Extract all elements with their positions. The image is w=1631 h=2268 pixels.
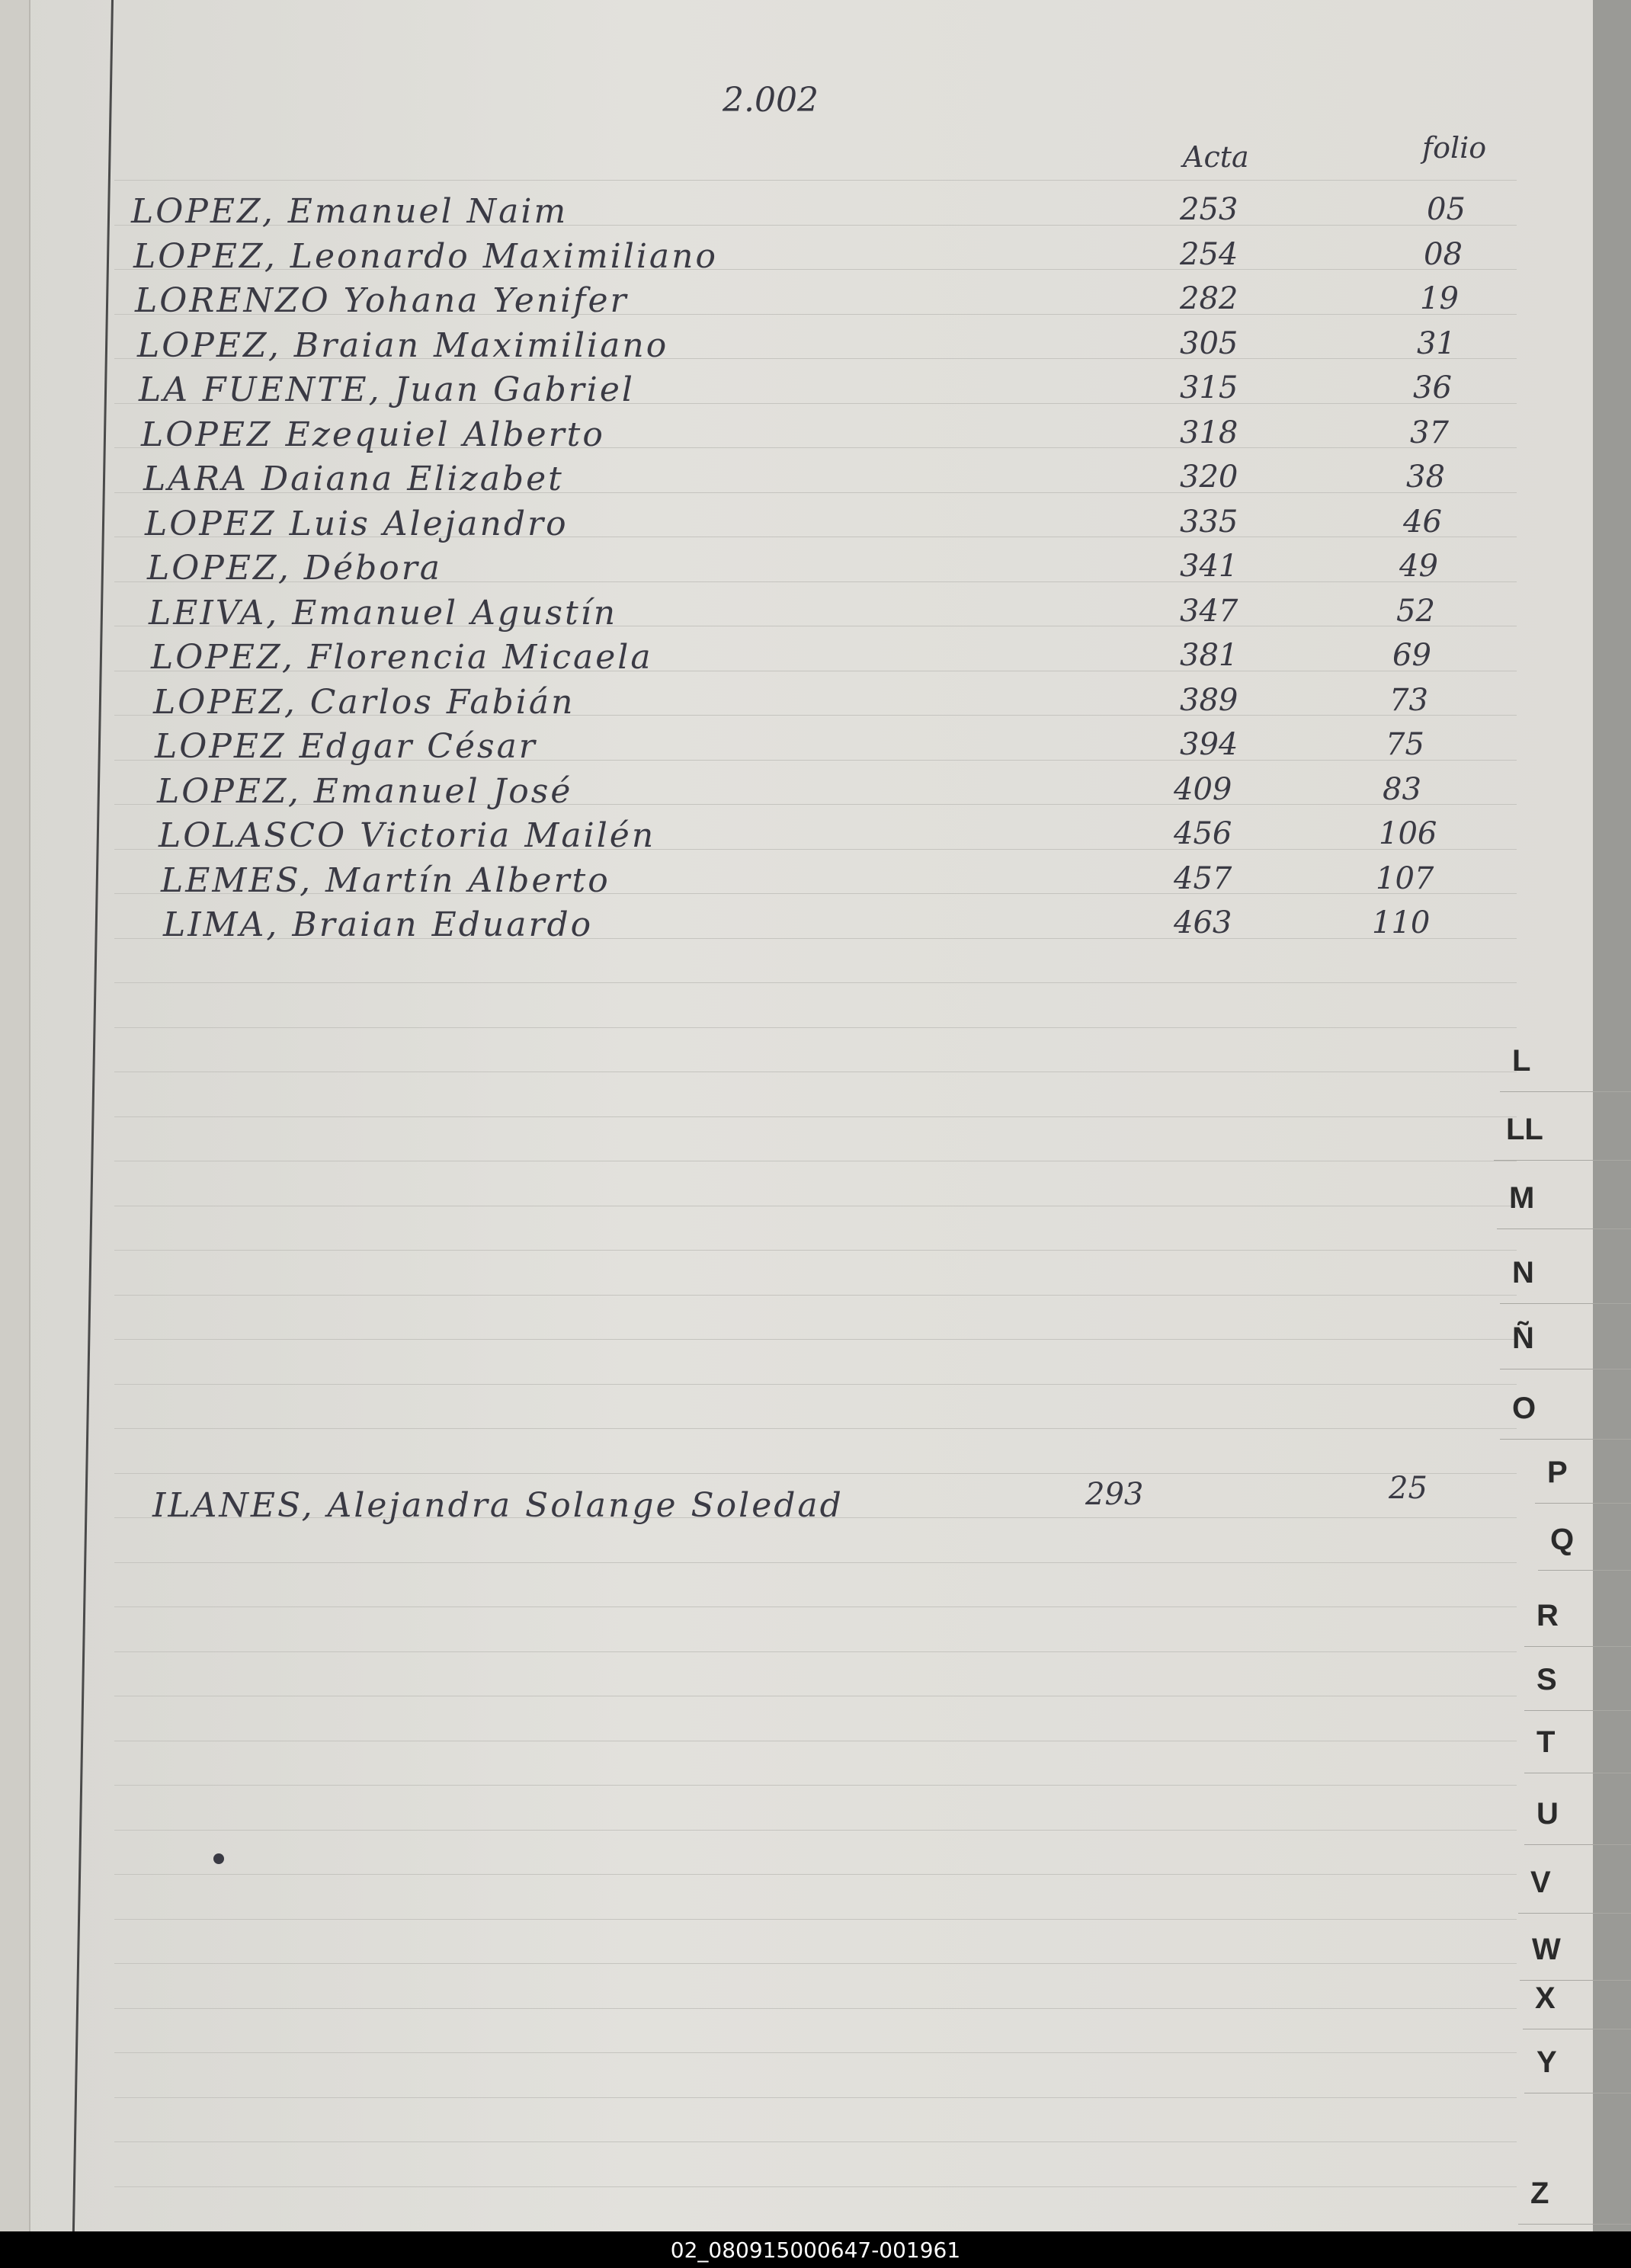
entry-acta: 335 <box>1180 505 1238 540</box>
ruled-line <box>114 1473 1517 1474</box>
ruled-line <box>114 1651 1517 1652</box>
index-tab-10[interactable]: S <box>1536 1663 1557 1696</box>
entry-acta: 254 <box>1180 237 1238 272</box>
entry-folio: 46 <box>1403 505 1442 540</box>
entry-folio: 49 <box>1399 549 1438 584</box>
entry-acta: 394 <box>1180 727 1238 762</box>
entry-name: LORENZO Yohana Yenifer <box>135 281 629 320</box>
entry-folio: 36 <box>1413 370 1452 405</box>
index-tab-2[interactable]: LL <box>1506 1113 1543 1146</box>
entry-folio: 107 <box>1376 861 1434 896</box>
index-tab-edge <box>1538 1570 1631 1571</box>
extra-entry-acta: 293 <box>1085 1477 1144 1512</box>
entry-acta: 253 <box>1180 192 1238 227</box>
index-tab-3[interactable]: M <box>1509 1181 1535 1215</box>
entry-name: LOPEZ, Emanuel José <box>157 772 573 811</box>
index-tab-edge <box>1518 2224 1631 2225</box>
index-tab-edge <box>1518 1913 1631 1914</box>
index-tab-15[interactable]: X <box>1535 1981 1556 2015</box>
entry-name: LOLASCO Victoria Mailén <box>159 816 656 855</box>
ruled-line <box>114 1027 1517 1028</box>
acta-column-header: Acta <box>1183 140 1249 174</box>
index-tab-edge <box>1524 1844 1631 1845</box>
entry-folio: 31 <box>1417 326 1456 361</box>
entry-folio: 08 <box>1424 237 1463 272</box>
page-binding-edge <box>0 0 30 2231</box>
entry-acta: 456 <box>1174 816 1232 851</box>
extra-entry-folio: 25 <box>1389 1471 1428 1506</box>
ruled-line <box>114 1562 1517 1563</box>
entry-folio: 110 <box>1372 905 1431 940</box>
index-tab-edge <box>1535 1503 1631 1504</box>
ruled-line <box>114 1250 1517 1251</box>
folio-column-header: folio <box>1422 131 1487 165</box>
scan-id: 02_080915000647-001961 <box>670 2238 961 2263</box>
entry-acta: 318 <box>1180 415 1238 450</box>
entry-name: LOPEZ, Braian Maximiliano <box>137 326 669 365</box>
index-tab-14[interactable]: W <box>1532 1933 1561 1966</box>
entry-acta: 457 <box>1174 861 1232 896</box>
ruled-line <box>114 1295 1517 1296</box>
ruled-line <box>114 1785 1517 1786</box>
entry-name: LIMA, Braian Eduardo <box>163 905 594 944</box>
index-tab-11[interactable]: T <box>1536 1725 1556 1759</box>
index-tab-6[interactable]: O <box>1512 1392 1536 1425</box>
margin-line <box>72 0 114 2231</box>
entry-name: LOPEZ Luis Alejandro <box>145 505 569 543</box>
index-tab-7[interactable]: P <box>1547 1456 1568 1489</box>
entry-acta: 282 <box>1180 281 1238 316</box>
entry-folio: 69 <box>1392 638 1431 673</box>
entry-name: LOPEZ Ezequiel Alberto <box>141 415 605 454</box>
ruled-line <box>114 1428 1517 1429</box>
entry-acta: 341 <box>1180 549 1238 584</box>
index-tab-edge <box>1500 1091 1631 1092</box>
ruled-line <box>114 1830 1517 1831</box>
ruled-line <box>114 2052 1517 2053</box>
entry-name: LOPEZ, Emanuel Naim <box>131 192 569 231</box>
index-tab-13[interactable]: V <box>1530 1866 1551 1899</box>
entry-acta: 409 <box>1174 772 1232 807</box>
entry-folio: 19 <box>1420 281 1459 316</box>
entry-name: LOPEZ, Leonardo Maximiliano <box>133 237 718 276</box>
entry-name: LEMES, Martín Alberto <box>161 861 610 900</box>
scan-footer <box>0 2231 1631 2268</box>
index-tab-edge <box>1500 1439 1631 1440</box>
ruled-line <box>114 1963 1517 1964</box>
ruled-line <box>114 2008 1517 2009</box>
entry-folio: 37 <box>1410 415 1449 450</box>
index-tab-edge <box>1494 1160 1631 1161</box>
entry-name: LARA Daiana Elizabet <box>143 460 564 498</box>
alphabet-index-tabs <box>1471 1014 1631 2231</box>
ruled-line <box>114 982 1517 983</box>
index-tab-edge <box>1500 1303 1631 1304</box>
ruled-line <box>114 1874 1517 1875</box>
ruled-line <box>114 1606 1517 1607</box>
index-tab-16[interactable]: Y <box>1536 2045 1557 2079</box>
entry-folio: 75 <box>1386 727 1424 762</box>
entry-folio: 38 <box>1406 460 1445 495</box>
index-tab-8[interactable]: Q <box>1550 1523 1575 1556</box>
ruled-line <box>114 1384 1517 1385</box>
entry-name: LA FUENTE, Juan Gabriel <box>139 370 635 409</box>
entry-acta: 389 <box>1180 683 1238 718</box>
entry-acta: 305 <box>1180 326 1238 361</box>
entry-name: LOPEZ Edgar César <box>155 727 537 766</box>
entry-folio: 05 <box>1427 192 1466 227</box>
index-tab-edge <box>1520 1980 1631 1981</box>
entry-folio: 52 <box>1396 594 1435 629</box>
entry-name: LOPEZ, Débora <box>147 549 443 588</box>
ruled-line <box>114 180 1517 181</box>
ruled-line <box>114 2097 1517 2098</box>
index-tab-12[interactable]: U <box>1536 1797 1559 1831</box>
index-tab-4[interactable]: N <box>1512 1256 1534 1289</box>
entry-name: LOPEZ, Carlos Fabián <box>153 683 575 722</box>
entry-name: LOPEZ, Florencia Micaela <box>151 638 653 677</box>
ruled-line <box>114 2186 1517 2187</box>
ruled-line <box>114 2141 1517 2142</box>
ruled-line <box>114 1919 1517 1920</box>
index-tab-edge <box>1497 1228 1631 1229</box>
ink-mark <box>213 1853 224 1864</box>
entry-acta: 315 <box>1180 370 1238 405</box>
index-tab-edge <box>1524 1710 1631 1711</box>
entry-folio: 106 <box>1379 816 1437 851</box>
entry-acta: 347 <box>1180 594 1238 629</box>
entry-acta: 381 <box>1180 638 1238 673</box>
ruled-line <box>114 1116 1517 1117</box>
entry-folio: 83 <box>1383 772 1421 807</box>
index-tab-9[interactable]: R <box>1536 1599 1559 1632</box>
entry-name: LEIVA, Emanuel Agustín <box>149 594 618 633</box>
index-tab-17[interactable]: Z <box>1530 2177 1549 2210</box>
index-tab-5[interactable]: Ñ <box>1512 1321 1534 1355</box>
entry-folio: 73 <box>1389 683 1428 718</box>
entry-acta: 463 <box>1174 905 1232 940</box>
ruled-line <box>114 1339 1517 1340</box>
index-tab-1[interactable]: L <box>1512 1044 1531 1078</box>
entry-acta: 320 <box>1180 460 1238 495</box>
extra-entry-name: ILANES, Alejandra Solange Soledad <box>152 1486 844 1525</box>
page-year: 2.002 <box>723 81 819 120</box>
index-tab-edge <box>1524 1646 1631 1647</box>
